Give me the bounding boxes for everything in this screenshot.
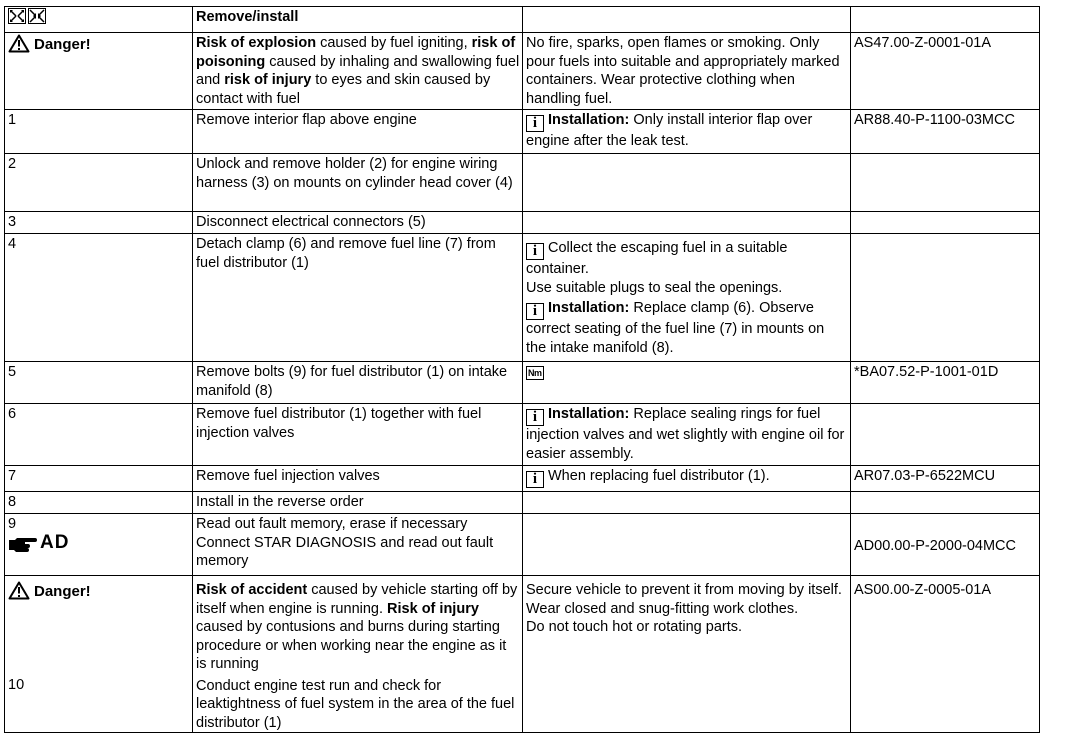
torque-icon[interactable]: Nm — [528, 368, 542, 378]
document-reference[interactable]: AR07.03-P-6522MCU — [851, 466, 1040, 492]
step-note: i When replacing fuel distributor (1). — [523, 466, 851, 492]
info-icon: i — [526, 409, 544, 426]
step-note: i Installation: Replace sealing rings for fuel injection valves and wet slightly with engine oil for easier assembly. — [523, 404, 851, 466]
document-reference[interactable]: *BA07.52-P-1001-01D — [851, 362, 1040, 404]
step-text: Read out fault memory, erase if necessary Connect STAR DIAGNOSIS and read out fault memory — [193, 514, 523, 576]
step-text: Remove fuel injection valves — [193, 466, 523, 492]
step-number: 1 — [5, 110, 193, 154]
info-icon: i — [526, 243, 544, 260]
document-reference[interactable]: AR88.40-P-1100-03MCC — [851, 110, 1040, 154]
step-text: Conduct engine test run and check for leaktightness of fuel system in the area of the fuel distributor (1) — [196, 677, 515, 731]
table-row — [5, 492, 1040, 514]
danger-cell — [5, 576, 193, 733]
step-number: 6 — [5, 404, 193, 466]
step-number-cell — [5, 514, 193, 576]
header-title: Remove/install — [193, 7, 523, 33]
table-row — [5, 234, 1040, 362]
danger-label: Danger! — [34, 583, 91, 600]
document-reference[interactable]: AD00.00-P-2000-04MCC — [854, 538, 1016, 554]
table-row — [5, 212, 1040, 234]
table-row — [5, 154, 1040, 212]
step-number: 7 — [5, 466, 193, 492]
step-text: Remove bolts (9) for fuel distributor (1) on intake manifold (8) — [193, 362, 523, 404]
step-number: 5 — [5, 362, 193, 404]
table-row — [5, 576, 1040, 733]
ad-label: AD — [40, 531, 70, 553]
step-number: 8 — [5, 492, 193, 514]
document-reference-cell — [851, 576, 1040, 733]
table-row — [5, 514, 1040, 576]
pointing-hand-icon — [8, 536, 38, 554]
tool-icons-cell — [5, 7, 193, 33]
info-icon: i — [526, 115, 544, 132]
step-note: i Collect the escaping fuel in a suitable container. Use suitable plugs to seal the openings. i Installation: Replace clamp (6). Observe correct seating of the fuel line (7) in mounts on the intake manifold (8). — [523, 234, 851, 362]
step-text: Remove fuel distributor (1) together with fuel injection valves — [193, 404, 523, 466]
step-text: Remove interior flap above engine — [193, 110, 523, 154]
warning-icon — [8, 581, 30, 600]
info-icon: i — [526, 471, 544, 488]
step-note: i Installation: Only install interior flap over engine after the leak test. — [523, 110, 851, 154]
table-row — [5, 362, 1040, 404]
table-row — [5, 466, 1040, 492]
remove-icon — [8, 8, 26, 24]
danger-label: Danger! — [34, 36, 91, 53]
step-text: Disconnect electrical connectors (5) — [193, 212, 523, 234]
document-reference-cell — [851, 514, 1040, 576]
step-number: 4 — [5, 234, 193, 362]
danger-text: Risk of explosion caused by fuel igniting, risk of poisoning caused by inhaling and swallowing fuel and risk of injury to eyes and skin caused by contact with fuel — [193, 33, 523, 110]
step-number: 2 — [5, 154, 193, 212]
step-number: 3 — [5, 212, 193, 234]
step-number: 10 — [8, 676, 25, 693]
table-row — [5, 7, 1040, 33]
document-reference[interactable]: AS00.00-Z-0005-01A — [854, 582, 992, 598]
step-text: Detach clamp (6) and remove fuel line (7) from fuel distributor (1) — [193, 234, 523, 362]
danger-measures: No fire, sparks, open flames or smoking. Only pour fuels into suitable and appropriately marked containers. Wear protective clothing when handling fuel. — [523, 33, 851, 110]
table-row — [5, 404, 1040, 466]
danger-text: Risk of accident caused by vehicle starting off by itself when engine is running. Risk of injury caused by contusions and burns during starting procedure or when working near the engine as it is running Conduct engine test run and check for leaktightness of fuel system in the area of the fuel distributor (1) — [193, 576, 523, 733]
document-reference[interactable]: AS47.00-Z-0001-01A — [851, 33, 1040, 110]
info-icon: i — [526, 303, 544, 320]
install-icon — [28, 8, 46, 24]
warning-icon — [8, 34, 30, 53]
procedure-table — [4, 6, 1040, 733]
danger-cell — [5, 33, 193, 110]
table-row — [5, 33, 1040, 110]
danger-measures: Secure vehicle to prevent it from moving by itself. Wear closed and snug-fitting work clothes. Do not touch hot or rotating parts. — [523, 576, 851, 733]
step-number: 9 — [8, 516, 17, 532]
step-text: Unlock and remove holder (2) for engine wiring harness (3) on mounts on cylinder head cover (4) — [193, 154, 523, 212]
step-text: Install in the reverse order — [193, 492, 523, 514]
table-row — [5, 110, 1040, 154]
